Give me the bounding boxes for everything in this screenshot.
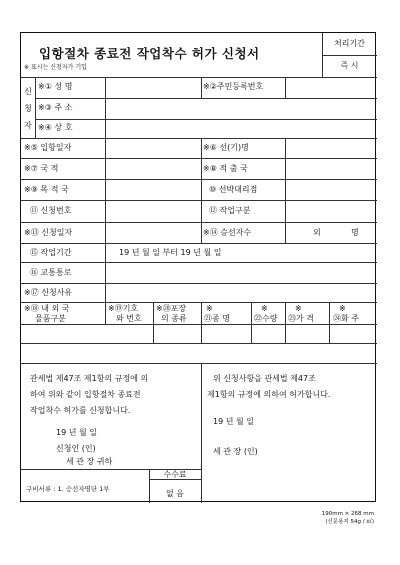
goods-col6-line2: ㉓가 격 — [288, 314, 314, 323]
shipping-agent-label: ⑩ 선박대리점 — [209, 185, 258, 194]
work-period-label: ⑮ 작업기간 — [30, 248, 72, 257]
applicant-label-2: 청 — [24, 104, 32, 113]
company-label: ※④ 상 호 — [38, 123, 73, 132]
processing-period-label: 처리기간 — [334, 39, 365, 48]
goods-col6-line1: ※ — [295, 304, 302, 313]
form-title: 입항절차 종료전 작업착수 허가 신청서 — [39, 46, 260, 61]
address-label: ※③ 주 소 — [38, 103, 73, 112]
applicant-label-3: 자 — [24, 121, 32, 130]
goods-col7-line2: ㉔화 주 — [333, 314, 359, 323]
crew-count-label: ※⑭ 승선자수 — [203, 228, 252, 237]
departure-country-label: ※⑧ 적 출 국 — [203, 164, 248, 173]
left-statement-line-1: 관세법 제47조 제1항의 규정에 의 — [30, 374, 149, 383]
route-label: ⑯ 교통통로 — [30, 268, 72, 277]
attachments-label: 구비서류 : 1. 승선자명단 1부 — [26, 485, 110, 493]
left-statement-date: 19 년 월 일 — [56, 428, 97, 437]
goods-col5-line1: ※ — [261, 304, 268, 313]
goods-col1-line2: 물품구분 — [35, 314, 66, 323]
goods-col2-line1: ※⑲기호 — [108, 304, 139, 313]
recipient-label: 세 관 장 귀하 — [66, 457, 113, 466]
application-no-label: ⑪ 신청번호 — [30, 206, 72, 215]
goods-col3-line2: 의 종류 — [161, 314, 187, 323]
paper-size: 190mm × 268 mm — [321, 511, 374, 517]
left-statement-line-2: 하여 위와 같이 입항절차 종료전 — [30, 390, 141, 399]
goods-col3-line1: ※⑳포장 — [156, 304, 187, 313]
form-note: ※ 표시는 신청자가 기입 — [24, 64, 87, 71]
destination-label: ※⑨ 목 적 국 — [24, 185, 69, 194]
name-label: ※① 성 명 — [38, 82, 73, 91]
reason-label: ※⑰ 신청사유 — [24, 288, 73, 297]
applicant-signature: 신청인 (인) — [56, 444, 96, 453]
arrival-date-label: ※⑤ 입항일자 — [24, 143, 72, 152]
ship-name-label: ※⑥ 선(기)명 — [203, 143, 249, 152]
crew-outside-label: 외 — [313, 228, 321, 237]
goods-col2-line2: 와 번호 — [116, 314, 142, 323]
goods-col1-line1: ※⑱ 내 외 국 — [24, 304, 70, 313]
paper-spec: (신문용지 54g / ㎡) — [325, 519, 374, 525]
application-form — [20, 32, 376, 502]
application-date-label: ※⑬ 신청일자 — [24, 228, 73, 237]
work-type-label: ⑫ 작업구분 — [209, 206, 251, 215]
crew-unit-label: 명 — [351, 228, 359, 237]
goods-col4-line2: ㉑종 명 — [204, 314, 230, 323]
right-statement-line-2: 제1항의 규정에 의하여 허가합니다. — [207, 390, 331, 399]
applicant-label-1: 신 — [24, 87, 32, 96]
right-statement-date: 19 년 월 일 — [213, 417, 254, 426]
nationality-label: ※⑦ 국 적 — [24, 164, 59, 173]
goods-col7-line1: ※ — [339, 304, 346, 313]
right-statement-line-1: 위 신청사항을 관세법 제47조 — [213, 374, 316, 383]
fee-value: 없 음 — [166, 489, 184, 498]
work-period-value: 19 년 월 일 부터 19 년 월 일 — [119, 248, 222, 257]
left-statement-line-3: 작업착수 허가를 신청합니다. — [30, 406, 131, 415]
goods-col5-line2: ㉒수량 — [254, 314, 278, 323]
goods-col4-line1: ※ — [206, 304, 213, 313]
official-signature: 세 관 장 (인) — [213, 447, 258, 456]
resident-id-label: ※②주민등록번호 — [203, 82, 264, 91]
fee-label: 수수료 — [163, 470, 187, 479]
processing-period-value: 즉 시 — [340, 61, 359, 70]
